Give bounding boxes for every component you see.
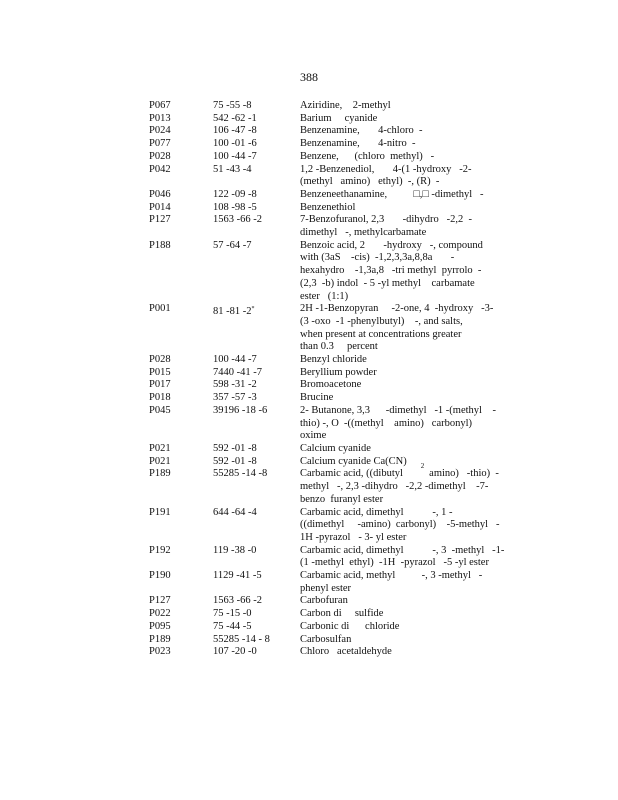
table-row — [149, 544, 505, 570]
substance-name — [300, 100, 489, 113]
substance-name-line — [300, 367, 489, 380]
table-row — [149, 100, 489, 113]
substance-name-line — [300, 557, 489, 570]
cas-number-text: 592 -01 -8 — [213, 455, 257, 467]
cas-number — [213, 379, 257, 392]
cas-number — [213, 608, 252, 621]
substance-name-text: ((dimethyl -amino) carbonyl) -5-methyl - — [300, 519, 500, 531]
cas-number-text: 100 -44 -7 — [213, 354, 257, 366]
substance-name-line — [300, 583, 489, 596]
substance-name-text: Calcium cyanide Ca(CN) — [300, 455, 407, 467]
table-row — [149, 354, 489, 367]
cas-number-text: 7440 -41 -7 — [213, 366, 262, 378]
substance-name — [300, 214, 489, 239]
substance-name — [300, 164, 489, 189]
substance-name-text: Aziridine, 2-methyl — [300, 100, 391, 111]
substance-name-text: 2H -1-Benzopyran -2-one, 4 -hydroxy -3- — [300, 303, 494, 315]
table-row — [149, 138, 489, 151]
cas-number-text: 122 -09 -8 — [213, 188, 257, 200]
substance-name-line — [300, 176, 489, 189]
substance-name-text: 2- Butanone, 3,3 -dimethyl -1 -(methyl - — [300, 404, 496, 416]
substance-name-line — [300, 456, 489, 469]
cas-number-text: 542 -62 -1 — [213, 112, 257, 124]
substance-name-line — [300, 519, 500, 532]
substance-name-line — [300, 379, 489, 392]
substance-name-text: Benzeneethanamine, □,□ -dimethyl - — [300, 188, 484, 200]
table-row — [149, 595, 489, 608]
waste-code: P024 — [149, 125, 171, 137]
cas-number-text: 1563 -66 -2 — [213, 595, 262, 607]
substance-name — [300, 595, 489, 608]
footnote-mark: * — [251, 306, 255, 313]
waste-code: P188 — [149, 239, 171, 251]
substance-name — [300, 456, 489, 469]
waste-code: P018 — [149, 392, 171, 404]
waste-code: P067 — [149, 100, 171, 111]
cas-number — [213, 354, 257, 367]
substance-name-text: (2,3 -b) indol - 5 -yl methyl carbamate — [300, 277, 475, 289]
waste-code: P021 — [149, 455, 171, 467]
cas-number — [213, 392, 257, 405]
substance-name-line — [300, 481, 489, 494]
cas-number — [213, 303, 255, 319]
table-row — [149, 303, 494, 354]
substance-name-text: Benzenamine, 4-nitro - — [300, 138, 416, 150]
waste-code: P015 — [149, 366, 171, 378]
table-row — [149, 608, 489, 621]
cas-number — [213, 367, 262, 380]
table-row — [149, 468, 499, 506]
substance-name-text: Carbamic acid, dimethyl -, 3 -methyl -1- — [300, 544, 505, 556]
cas-number — [213, 570, 262, 583]
substance-name-text: when present at concentrations greater — [300, 328, 462, 340]
cas-number-text: 108 -98 -5 — [213, 201, 257, 213]
substance-name-text: (methyl amino) ethyl) -, (R) - — [300, 176, 440, 188]
substance-name — [300, 443, 489, 456]
substance-name-text: (1 -methyl ethyl) -1H -pyrazol -5 -yl ester — [300, 557, 489, 569]
cas-number — [213, 151, 257, 164]
waste-code: P077 — [149, 138, 171, 150]
waste-code: P190 — [149, 570, 171, 582]
substance-name-text: Benzenamine, 4-chloro - — [300, 125, 423, 137]
substance-name — [300, 634, 489, 647]
substance-name-text: methyl -, 2,3 -dihydro -2,2 -dimethyl -7- — [300, 481, 489, 493]
waste-code: P021 — [149, 442, 171, 454]
cas-number — [213, 456, 257, 469]
cas-number — [213, 634, 270, 647]
substance-name-line — [300, 240, 489, 253]
table-row — [149, 404, 496, 443]
substance-name-line — [300, 100, 489, 113]
table-row — [149, 570, 489, 595]
substance-name-text: Carbonic di chloride — [300, 620, 400, 632]
substance-name-text: Carbamic acid, ((dibutyl amino) -thio) - — [300, 468, 499, 480]
substance-name-text: Benzene, (chloro methyl) - — [300, 150, 435, 162]
substance-name-text: benzo furanyl ester — [300, 493, 384, 505]
substance-name-text: thio) -, O -((methyl amino) carbonyl) — [300, 417, 473, 429]
substance-name — [300, 189, 489, 202]
substance-name-line — [300, 354, 489, 367]
cas-number-text: 81 -81 -2 — [213, 306, 252, 318]
substance-name — [300, 202, 489, 215]
substance-name — [300, 544, 505, 570]
waste-code: P191 — [149, 506, 171, 518]
substance-name — [300, 354, 489, 367]
cas-number — [213, 100, 252, 113]
substance-name-line — [300, 443, 489, 456]
substance-name-line — [300, 468, 499, 481]
waste-code: P127 — [149, 214, 171, 226]
cas-number-text: 100 -01 -6 — [213, 138, 257, 150]
hazardous-waste-table — [149, 100, 505, 659]
waste-code: P192 — [149, 544, 171, 556]
substance-name-line — [300, 494, 489, 507]
substance-name-text: Beryllium powder — [300, 366, 377, 378]
table-row — [149, 367, 489, 380]
cas-number-text: 1563 -66 -2 — [213, 214, 262, 226]
substance-name-line — [300, 404, 496, 418]
substance-name-text: than 0.3 percent — [300, 341, 378, 353]
substance-name-line — [300, 227, 489, 240]
table-row — [149, 164, 489, 189]
cas-number — [213, 405, 267, 418]
substance-name-text: Bromoacetone — [300, 379, 362, 391]
substance-name-text: (3 -oxo -1 -phenylbutyl) -, and salts, — [300, 315, 463, 327]
cas-number-text: 1129 -41 -5 — [213, 570, 262, 582]
substance-name-line — [300, 291, 489, 304]
substance-name-line — [300, 113, 489, 126]
substance-name — [300, 303, 494, 354]
substance-name-text: Carbamic acid, methyl -, 3 -methyl - — [300, 570, 483, 582]
substance-name — [300, 240, 489, 304]
substance-name — [300, 506, 500, 545]
substance-name-text: 1,2 -Benzenediol, 4-(1 -hydroxy -2- — [300, 163, 472, 175]
waste-code: P028 — [149, 150, 171, 162]
waste-code: P127 — [149, 595, 171, 607]
subscript: 2 — [420, 461, 425, 470]
table-row — [149, 125, 489, 138]
substance-name-text: 1H -pyrazol - 3- yl ester — [300, 531, 407, 543]
cas-number — [213, 202, 257, 215]
substance-name-text: Chloro acetaldehyde — [300, 646, 392, 658]
cas-number — [213, 214, 262, 227]
table-row — [149, 202, 489, 215]
substance-name-text: Carbosulfan — [300, 633, 352, 645]
substance-name-text: Carbon di sulfide — [300, 608, 384, 620]
substance-name-line — [300, 214, 489, 227]
substance-name-line — [300, 608, 489, 621]
substance-name — [300, 404, 496, 443]
cas-number — [213, 240, 252, 253]
table-row — [149, 189, 489, 202]
table-row — [149, 646, 489, 659]
substance-name — [300, 468, 499, 506]
waste-code: P189 — [149, 468, 171, 480]
table-row — [149, 621, 489, 634]
cas-number — [213, 621, 252, 634]
waste-code: P001 — [149, 303, 171, 315]
substance-name-line — [300, 646, 489, 659]
substance-name-line — [300, 265, 489, 278]
substance-name-line — [300, 392, 489, 405]
waste-code: P042 — [149, 163, 171, 175]
substance-name-line — [300, 329, 489, 342]
substance-name-line — [300, 418, 489, 431]
substance-name — [300, 608, 489, 621]
substance-name — [300, 621, 489, 634]
substance-name-line — [300, 634, 489, 647]
table-row — [149, 379, 489, 392]
substance-name-text: Carbamic acid, dimethyl -, 1 - — [300, 506, 453, 518]
substance-name — [300, 646, 489, 659]
cas-number — [213, 545, 256, 558]
cas-number — [213, 113, 257, 126]
waste-code: P017 — [149, 379, 171, 391]
cas-number — [213, 468, 267, 481]
page-number: 388 — [300, 70, 318, 84]
cas-number — [213, 164, 252, 177]
substance-name-line — [300, 164, 489, 177]
substance-name-text: ester (1:1) — [300, 290, 349, 302]
substance-name-line — [300, 621, 489, 634]
waste-code: P045 — [149, 404, 171, 416]
table-row — [149, 634, 489, 647]
cas-number — [213, 595, 262, 608]
substance-name-line — [300, 341, 489, 354]
substance-name-text: phenyl ester — [300, 582, 352, 594]
substance-name — [300, 151, 489, 164]
cas-number-text: 75 -44 -5 — [213, 620, 252, 632]
substance-name-text: Barium cyanide — [300, 112, 378, 124]
cas-number-text: 106 -47 -8 — [213, 125, 257, 137]
substance-name-text: Calcium cyanide — [300, 442, 371, 454]
table-row — [149, 151, 489, 164]
substance-name — [300, 138, 489, 151]
substance-name — [300, 570, 489, 595]
substance-name-line — [300, 189, 489, 202]
waste-code: P046 — [149, 188, 171, 200]
cas-number — [213, 443, 257, 456]
substance-name-line — [300, 544, 505, 558]
substance-name-line — [300, 570, 489, 583]
substance-name-line — [300, 202, 489, 215]
cas-number-text: 598 -31 -2 — [213, 379, 257, 391]
substance-name-line — [300, 138, 489, 151]
substance-name-line — [300, 316, 489, 329]
substance-name — [300, 113, 489, 126]
cas-number-text: 644 -64 -4 — [213, 506, 257, 518]
substance-name-text: hexahydro -1,3a,8 -tri methyl pyrrolo - — [300, 265, 482, 277]
substance-name-line — [300, 252, 489, 265]
cas-number — [213, 189, 257, 202]
waste-code: P022 — [149, 608, 171, 620]
substance-name-line — [300, 278, 489, 291]
cas-number-text: 75 -15 -0 — [213, 608, 252, 620]
cas-number-text: 100 -44 -7 — [213, 150, 257, 162]
substance-name-text: 7-Benzofuranol, 2,3 -dihydro -2,2 - — [300, 214, 473, 226]
substance-name-text: oxime — [300, 430, 327, 442]
substance-name-line — [300, 430, 489, 443]
waste-code: P023 — [149, 646, 171, 658]
substance-name-text: Brucine — [300, 392, 334, 404]
table-row — [149, 214, 489, 239]
table-row — [149, 113, 489, 126]
cas-number-text: 107 -20 -0 — [213, 646, 257, 658]
waste-code: P028 — [149, 354, 171, 366]
table-row — [149, 456, 489, 469]
cas-number-text: 592 -01 -8 — [213, 442, 257, 454]
substance-name-line — [300, 595, 489, 608]
substance-name-line — [300, 125, 489, 138]
table-row — [149, 506, 500, 545]
cas-number-text: 57 -64 -7 — [213, 239, 252, 251]
cas-number — [213, 138, 257, 151]
cas-number-text: 75 -55 -8 — [213, 100, 252, 111]
cas-number — [213, 125, 257, 138]
cas-number — [213, 646, 257, 659]
substance-name-text: Benzenethiol — [300, 201, 356, 213]
table-row — [149, 240, 489, 304]
substance-name-text: with (3aS -cis) -1,2,3,3a,8,8a - — [300, 252, 455, 264]
cas-number-text: 357 -57 -3 — [213, 392, 257, 404]
cas-number-text: 55285 -14 - 8 — [213, 633, 270, 645]
substance-name — [300, 379, 489, 392]
substance-name — [300, 125, 489, 138]
cas-number-text: 51 -43 -4 — [213, 163, 252, 175]
cas-number-text: 119 -38 -0 — [213, 544, 257, 556]
cas-number — [213, 507, 257, 520]
substance-name-text: Benzoic acid, 2 -hydroxy -, compound — [300, 239, 483, 251]
substance-name — [300, 367, 489, 380]
table-row — [149, 392, 489, 405]
waste-code: P189 — [149, 633, 171, 645]
cas-number-text: 39196 -18 -6 — [213, 404, 268, 416]
substance-name-text: Carbofuran — [300, 595, 348, 607]
waste-code: P095 — [149, 620, 171, 632]
cas-number-text: 55285 -14 -8 — [213, 468, 268, 480]
waste-code: P013 — [149, 112, 171, 124]
waste-code: P014 — [149, 201, 171, 213]
substance-name-text: dimethyl -, methylcarbamate — [300, 227, 427, 239]
substance-name-line — [300, 507, 489, 520]
substance-name-line — [300, 303, 494, 316]
table-row — [149, 443, 489, 456]
substance-name — [300, 392, 489, 405]
substance-name-line — [300, 151, 489, 164]
substance-name-text: Benzyl chloride — [300, 354, 367, 366]
substance-name-line — [300, 532, 489, 545]
